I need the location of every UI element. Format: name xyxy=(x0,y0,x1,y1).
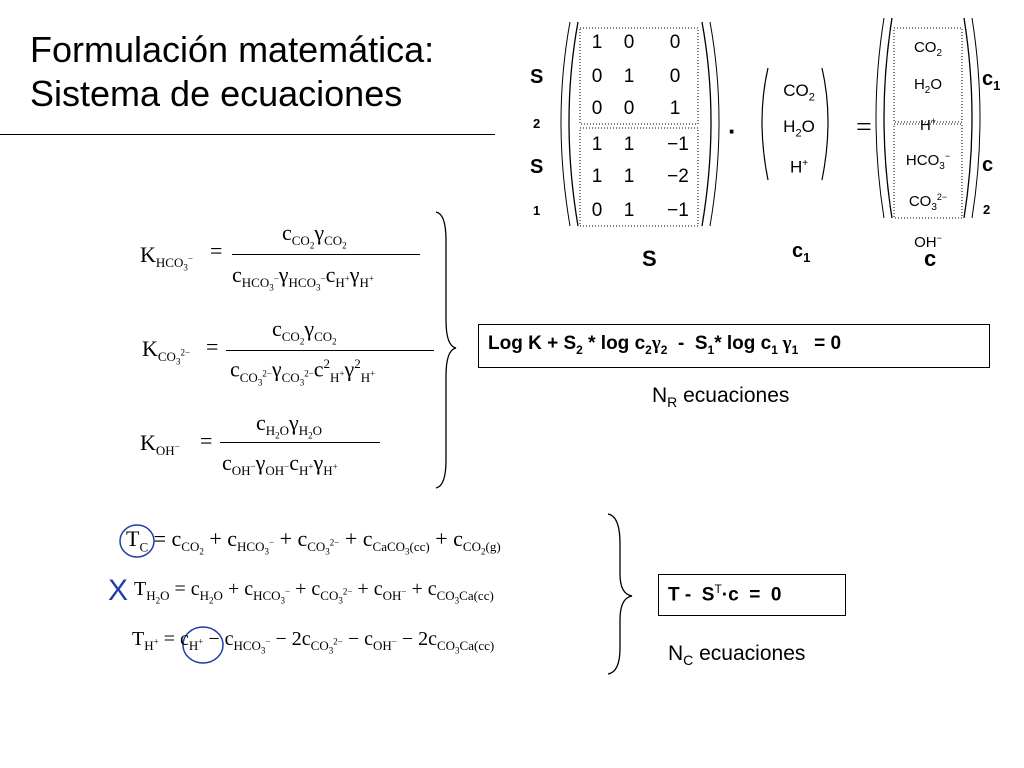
k2-denominator: $c_{CO_3^{2-}}\gamma_{CO_3^{2-}}c^2_{H^+}\gamma^2_{H^+}$ xyxy=(230,356,376,388)
k3-numerator: $c_{H_2O}\gamma_{H_2O}$ xyxy=(256,410,323,441)
k2-numerator: $c_{CO_2}\gamma_{CO_2}$ xyxy=(272,316,337,347)
k3-denominator: $c_{OH^-}\gamma_{OH^-}c_{H^+}\gamma_{H^+}$ xyxy=(222,450,338,479)
vector-c: $CO_2$ $H_2O$ H+ $HCO_3^-$ $CO_3^{2-}$ OH− xyxy=(905,39,951,251)
balance-th: $T_{H^+} = c_{H^+} - c_{HCO_3^-} - 2c_{CO_3^{2-}} - c_{OH^-} - 2c_{CO_3Ca(cc)}$ xyxy=(132,628,495,656)
cross-mark-icon: X xyxy=(108,574,129,607)
matrix-cell: 0 xyxy=(591,98,603,119)
matrix-cell: 0 xyxy=(623,32,635,53)
nr-equations-note: $N_R$ ecuaciones xyxy=(652,384,790,411)
label-s1: S xyxy=(530,156,544,178)
matrix-cell: −1 xyxy=(667,200,689,221)
k1-numerator: $c_{CO_2}\gamma_{CO_2}$ xyxy=(282,220,347,251)
k1-fraction-line xyxy=(232,254,420,255)
matrix-cell: 0 xyxy=(669,32,681,53)
matrix-cell: 0 xyxy=(591,66,603,87)
matrix-s-label: S xyxy=(642,246,657,271)
matrix-cell: 1 xyxy=(623,66,635,87)
eq-sign-k1: = xyxy=(210,238,223,263)
label-s2-sub: 2 xyxy=(533,116,541,131)
equals-sign: = xyxy=(856,112,872,143)
k-hco3: $K_{HCO_3^-}$ xyxy=(140,242,193,273)
matrix-cell: 1 xyxy=(623,166,635,187)
matrix-cell: −1 xyxy=(667,134,689,155)
label-c1: $c_1$ xyxy=(982,68,1001,93)
vector-c-label: c xyxy=(924,246,937,271)
k1-denominator: $c_{HCO_3^-}\gamma_{HCO_3^-}c_{H^+}\gamma_{H^+}$ xyxy=(232,262,374,293)
k-oh: $K_{OH^-}$ xyxy=(140,430,180,459)
stoichiometric-matrix xyxy=(580,32,698,228)
matrix-cell: 1 xyxy=(591,32,603,53)
nc-equations-note: $N_C$ ecuaciones xyxy=(668,642,806,669)
k-co3: $K_{CO_3^{2-}}$ xyxy=(142,336,191,367)
matrix-cell: 0 xyxy=(591,200,603,221)
matrix-cell: 1 xyxy=(623,134,635,155)
matrix-cell: 1 xyxy=(591,134,603,155)
vector-c1: $CO_2$ $H_2O$ H+ xyxy=(783,81,815,177)
eq-sign-k3: = xyxy=(200,428,213,453)
page-title: Formulación matemática: Sistema de ecuaciones xyxy=(30,29,435,114)
label-s1-sub: 1 xyxy=(533,203,541,218)
label-c2-sub: 2 xyxy=(983,202,991,217)
balance-tc: $T_C = c_{CO_2} + c_{HCO_3^-} + c_{CO_3^{2-}} + c_{CaCO_3(cc)} + c_{CO_2(g)}$ xyxy=(126,526,501,557)
balance-equation: $T - S^T\cdot c = 0$ xyxy=(668,582,782,606)
matrix-cell: 0 xyxy=(623,98,635,119)
label-c2: c xyxy=(982,154,994,176)
eq-sign-k2: = xyxy=(206,334,219,359)
vector-c1-label: $c_1$ xyxy=(792,240,811,265)
balance-th2o: $T_{H_2O} = c_{H_2O} + c_{HCO_3^-} + c_{CO_3^{2-}} + c_{OH^-} + c_{CO_3Ca(cc)}$ xyxy=(134,578,494,606)
matrix-cell: 0 xyxy=(669,66,681,87)
label-s2: S xyxy=(530,66,544,88)
k3-fraction-line xyxy=(220,442,380,443)
mass-action-equation: Log $K + S_2 * \log c_2\gamma_2 - S_1*$ $\log c_1$ $\gamma_1 = 0$ xyxy=(488,333,842,357)
k2-fraction-line xyxy=(226,350,434,351)
matrix-cell: 1 xyxy=(669,98,681,119)
matrix-cell: 1 xyxy=(623,200,635,221)
matrix-cell: 1 xyxy=(591,166,603,187)
matrix-cell: −2 xyxy=(667,166,689,187)
dot-operator: · xyxy=(728,116,737,146)
